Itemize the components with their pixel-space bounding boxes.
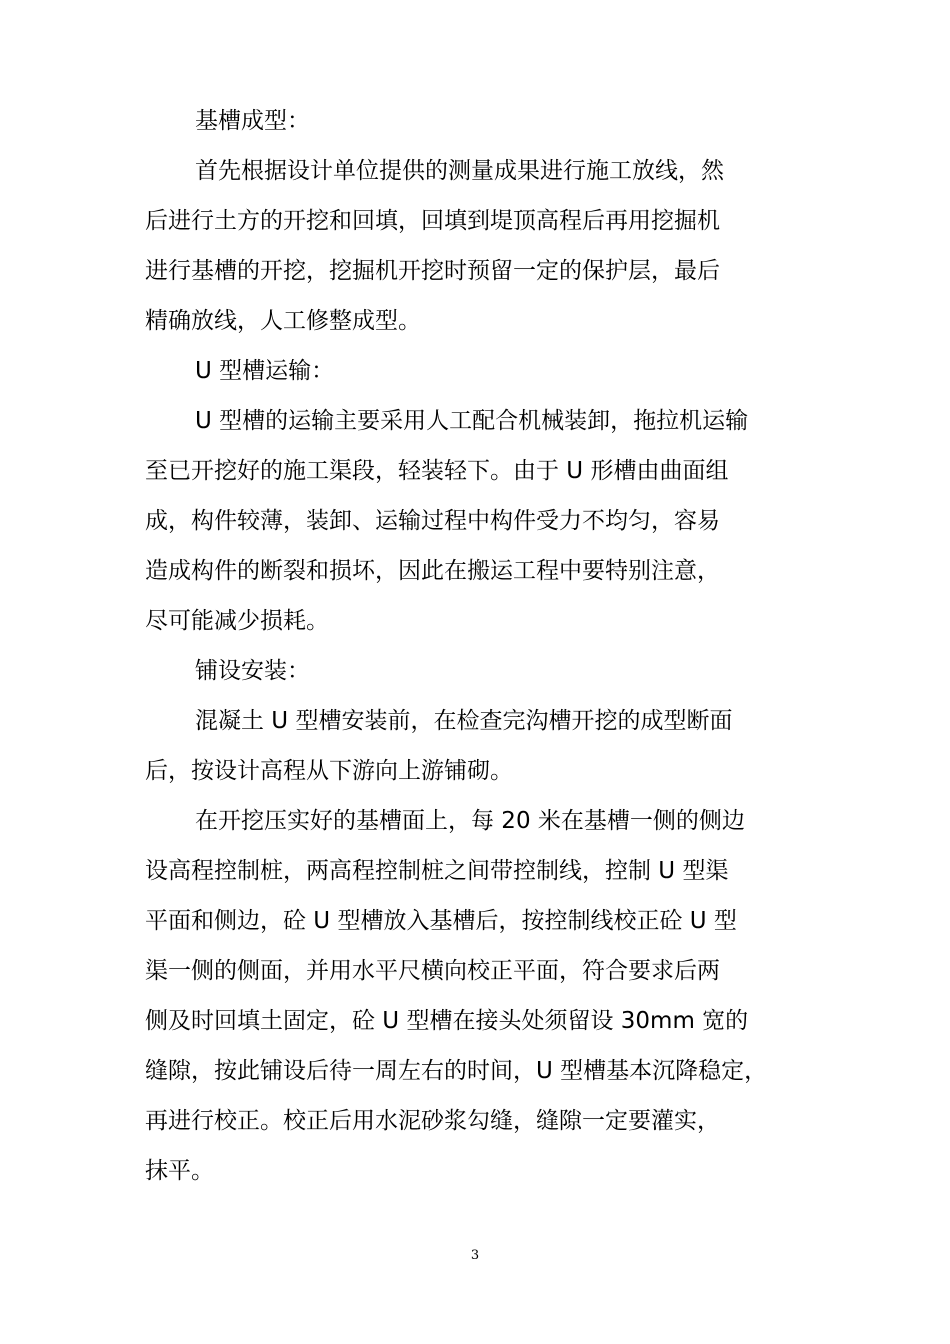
paragraph-line: 后进行土方的开挖和回填，回填到堤顶高程后再用挖掘机 bbox=[145, 208, 720, 234]
paragraph-line: 成，构件较薄，装卸、运输过程中构件受力不均匀，容易 bbox=[145, 508, 720, 534]
paragraph-line: 侧及时回填土固定，砼 U 型槽在接头处须留设 30mm 宽的 bbox=[145, 1008, 749, 1034]
heading-laying-installation: 铺设安装： bbox=[195, 658, 310, 684]
paragraph-line: 首先根据设计单位提供的测量成果进行施工放线，然 bbox=[195, 158, 724, 184]
paragraph-line: U 型槽的运输主要采用人工配合机械装卸，拖拉机运输 bbox=[195, 408, 749, 434]
paragraph-line: 尽可能减少损耗。 bbox=[145, 608, 329, 634]
paragraph-line: 平面和侧边，砼 U 型槽放入基槽后，按控制线校正砼 U 型 bbox=[145, 908, 737, 934]
paragraph-line: 精确放线，人工修整成型。 bbox=[145, 308, 421, 334]
paragraph-line: 渠一侧的侧面，并用水平尺横向校正平面，符合要求后两 bbox=[145, 958, 720, 984]
paragraph-line: 后，按设计高程从下游向上游铺砌。 bbox=[145, 758, 513, 784]
paragraph-line: 抹平。 bbox=[145, 1158, 214, 1184]
paragraph-line: 设高程控制桩，两高程控制桩之间带控制线，控制 U 型渠 bbox=[145, 858, 729, 884]
body-text bbox=[145, 96, 813, 1196]
paragraph-line: 进行基槽的开挖，挖掘机开挖时预留一定的保护层，最后 bbox=[145, 258, 720, 284]
paragraph-line: 至已开挖好的施工渠段，轻装轻下。由于 U 形槽由曲面组 bbox=[145, 458, 729, 484]
paragraph-line: 在开挖压实好的基槽面上，每 20 米在基槽一侧的侧边 bbox=[195, 808, 745, 834]
paragraph-line: 造成构件的断裂和损坏，因此在搬运工程中要特别注意， bbox=[145, 558, 720, 584]
paragraph-line: 再进行校正。校正后用水泥砂浆勾缝，缝隙一定要灌实， bbox=[145, 1108, 720, 1134]
paragraph-line: 缝隙，按此铺设后待一周左右的时间，U 型槽基本沉降稳定， bbox=[145, 1058, 768, 1084]
heading-trench-forming: 基槽成型： bbox=[195, 108, 310, 134]
heading-u-trough-transport: U 型槽运输： bbox=[195, 358, 335, 384]
paragraph-line: 混凝土 U 型槽安装前，在检查完沟槽开挖的成型断面 bbox=[195, 708, 733, 734]
page-number: 3 bbox=[470, 1248, 480, 1263]
